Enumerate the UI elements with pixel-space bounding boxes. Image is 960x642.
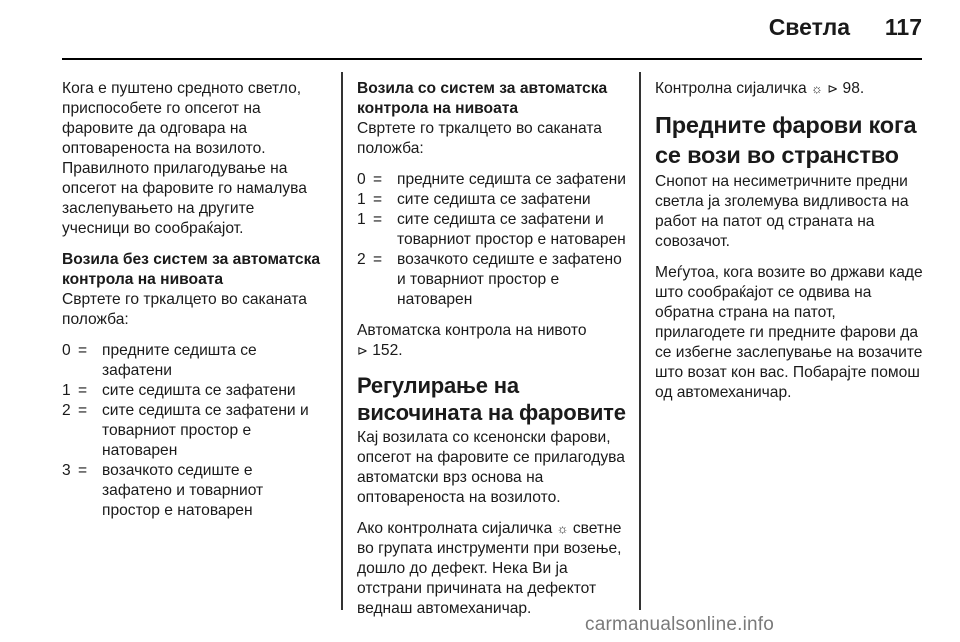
paragraph-asymmetric: Снопот на несиметричните предни светла ја зголемува видливоста на работ на патот од страната на совозачот.	[655, 173, 909, 250]
list-item: 1 = сите седишта се зафатени и товарниот простор е натоварен	[357, 211, 626, 248]
column-2	[357, 79, 627, 630]
warning-lamp-paragraph: Ако контролната сијаличка ☼ светне во групата инструменти при возење, дошло до дефект. Нека Ви ја отстрани причината на дефектот веднаш автомеханичар.	[357, 520, 622, 617]
headlamp-range-icon: ☼	[811, 81, 823, 96]
intro-paragraph: Кога е пуштено средното светло, приспособете го опсегот на фаровите да одговара на оптовареноста на возилото. Правилното прилагодување на опсегот на фаровите го намалува заслепувањето на другите учесници во сообраќајот.	[62, 80, 307, 237]
column-3	[655, 79, 925, 414]
page-ref-icon: ⊳	[827, 81, 839, 96]
page-number: 117	[884, 14, 922, 40]
column-1	[62, 79, 324, 532]
list-item: 0 = предните седишта се зафатени	[62, 342, 257, 379]
page-ref-icon: ⊳	[357, 343, 368, 358]
xenon-paragraph: Кај возилата со ксенонски фарови, опсегот на фаровите се прилагодува автоматски врз основа на оптовареноста на возилото.	[357, 429, 625, 506]
list-item: 1 = сите седишта се зафатени	[357, 191, 591, 208]
instruction: Свртете го тркалцето во саканата положба:	[62, 291, 307, 328]
headlamp-range-icon: ☼	[556, 521, 569, 536]
list-item: 2 = сите седишта се зафатени и товарниот простор е натоварен	[62, 402, 309, 459]
list-item: 3 = возачкото седиште е зафатено и товарниот простор е натоварен	[62, 462, 264, 519]
list-item: 1 = сите седишта се зафатени	[62, 382, 296, 399]
control-lamp-reference: Контролна сијаличка ☼ ⊳ 98.	[655, 80, 865, 97]
watermark: carmanualsonline.info	[585, 614, 775, 635]
heading-auto-level: Возила со систем за автоматска контрола на нивоата	[357, 80, 608, 117]
page-section-title: Светла	[768, 14, 850, 40]
auto-level-reference: Автоматска контрола на нивото ⊳ 152.	[357, 322, 587, 359]
instruction: Свртете го тркалцето во саканата положба:	[357, 120, 602, 157]
column-divider-2	[639, 72, 641, 610]
section-title-headlamp-range: Регулирање на височината на фаровите	[357, 373, 626, 425]
position-list	[357, 170, 627, 310]
list-item: 0 = предните седишта се зафатени	[357, 171, 627, 188]
heading-no-auto-level: Возила без систем за автоматска контрола на нивоата	[62, 251, 321, 288]
list-item: 2 = возачкото седиште е зафатено и товарниот простор е натоварен	[357, 251, 622, 308]
section-title-abroad: Предните фарови кога се вози во странство	[655, 112, 917, 168]
header-rule	[62, 58, 922, 60]
column-divider-1	[341, 72, 343, 610]
paragraph-abroad: Меѓутоа, кога возите во држави каде што сообраќајот се одвива на обратна страна на патот, прилагодете ги предните фарови да се избегне заслепување на возачите што возат кон вас. Побарајте помош од автомеханичар.	[655, 264, 923, 401]
position-list	[62, 341, 324, 521]
